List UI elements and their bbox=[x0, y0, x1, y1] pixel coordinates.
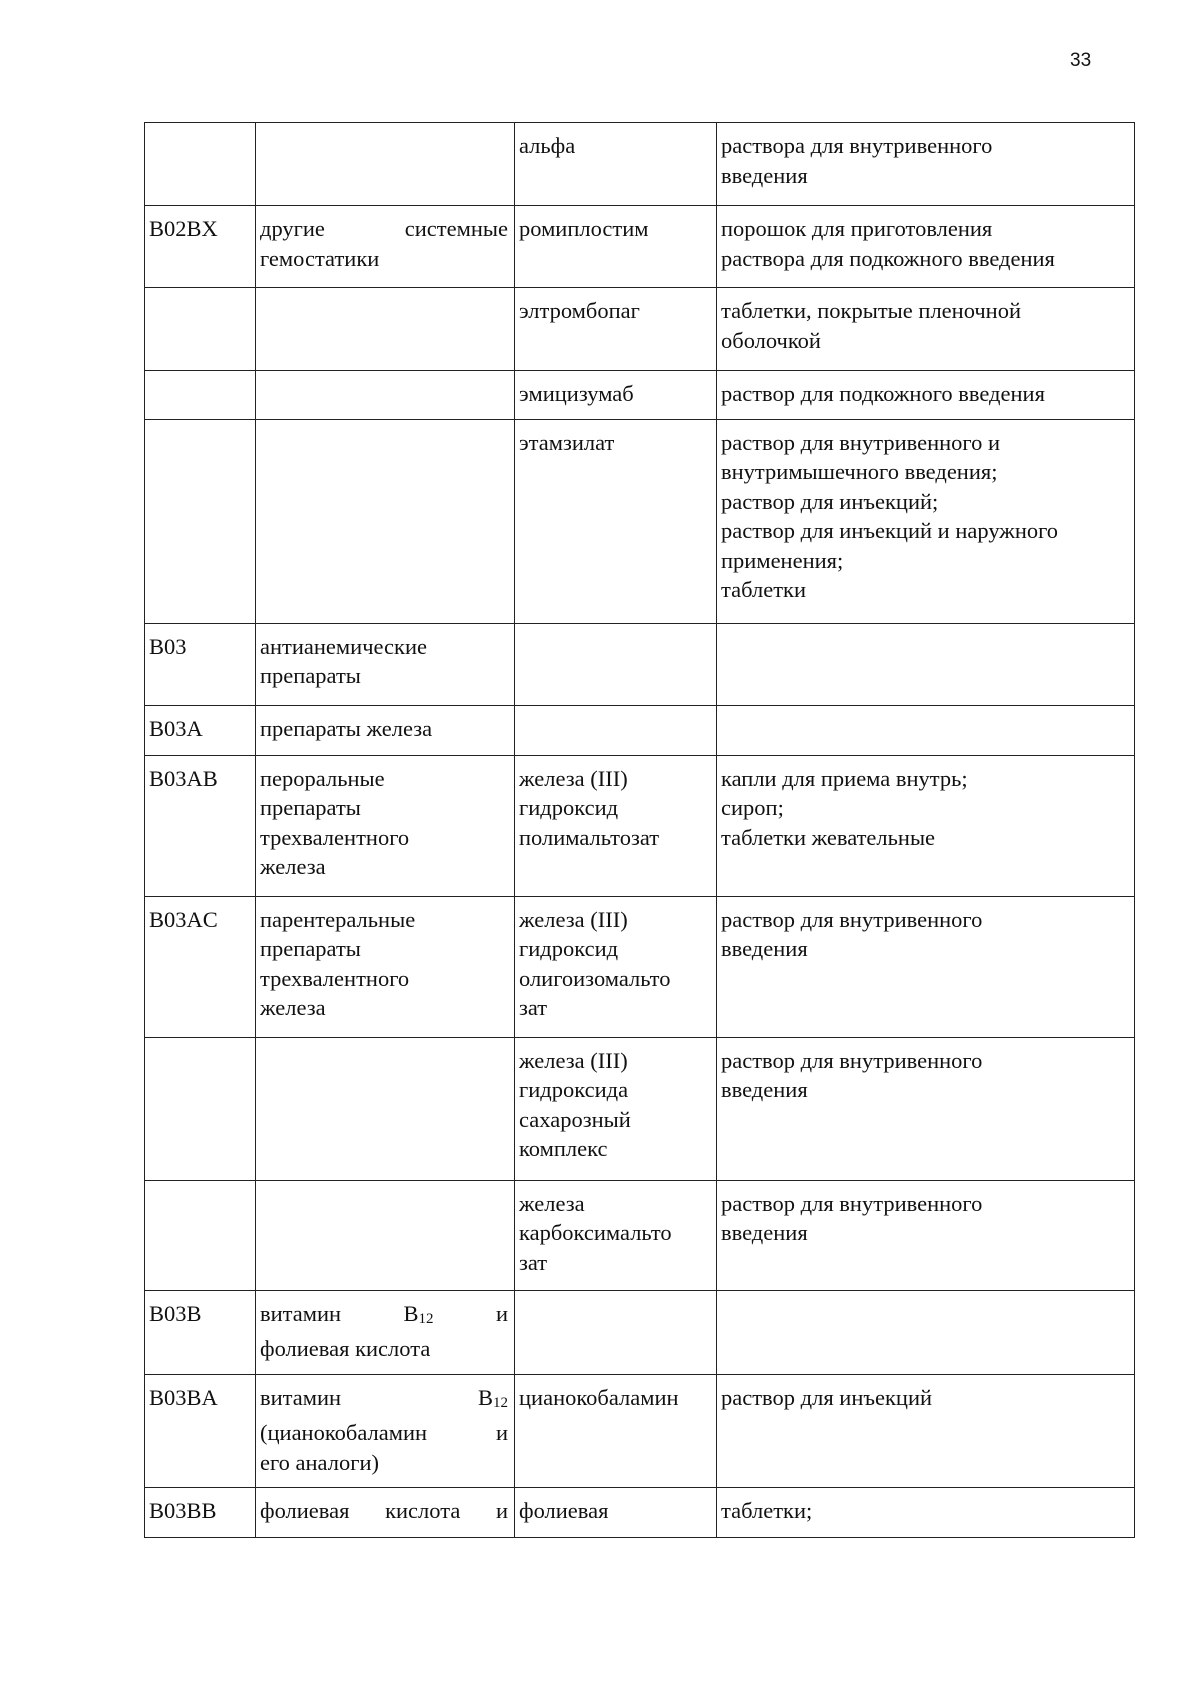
table-row bbox=[145, 419, 1135, 623]
inn-cell: этамзилат bbox=[515, 419, 717, 623]
dosage-form-cell: таблетки; bbox=[717, 1488, 1135, 1538]
table-row bbox=[145, 288, 1135, 371]
dosage-form-cell: раствор для внутривенного введения bbox=[717, 1180, 1135, 1290]
inn-cell: железа (III) гидроксид олигоизомальто зат bbox=[515, 896, 717, 1037]
inn-cell: альфа bbox=[515, 123, 717, 206]
atc-code-cell: B03AB bbox=[145, 755, 256, 896]
group-cell: антианемические препараты bbox=[256, 623, 515, 705]
table-row bbox=[145, 896, 1135, 1037]
atc-code-cell: B03B bbox=[145, 1290, 256, 1374]
group-cell bbox=[256, 419, 515, 623]
group-cell: пероральные препараты трехвалентного железа bbox=[256, 755, 515, 896]
vitamin-symbol bbox=[478, 1385, 508, 1410]
group-line: (цианокобаламин и bbox=[260, 1420, 508, 1445]
table-row bbox=[145, 371, 1135, 420]
inn-cell bbox=[515, 705, 717, 755]
dosage-form-cell: таблетки, покрытые пленочной оболочкой bbox=[717, 288, 1135, 371]
table-row bbox=[145, 1290, 1135, 1374]
dosage-form-cell bbox=[717, 1290, 1135, 1374]
group-line bbox=[260, 1383, 508, 1419]
table-row bbox=[145, 705, 1135, 755]
group-cell bbox=[256, 371, 515, 420]
atc-code-cell bbox=[145, 1180, 256, 1290]
dosage-form-cell: раствор для внутривенного введения bbox=[717, 1037, 1135, 1180]
atc-code-cell: B03 bbox=[145, 623, 256, 705]
inn-cell bbox=[515, 623, 717, 705]
inn-cell bbox=[515, 1290, 717, 1374]
atc-code-cell bbox=[145, 123, 256, 206]
group-cell: фолиевая кислота и bbox=[256, 1488, 515, 1538]
inn-cell: цианокобаламин bbox=[515, 1374, 717, 1488]
dosage-form-cell bbox=[717, 623, 1135, 705]
group-cell bbox=[256, 123, 515, 206]
inn-cell: железа (III) гидроксида сахарозный комплекс bbox=[515, 1037, 717, 1180]
table-row bbox=[145, 1180, 1135, 1290]
inn-cell: железа (III) гидроксид полимальтозат bbox=[515, 755, 717, 896]
inn-cell: эмицизумаб bbox=[515, 371, 717, 420]
atc-code-cell: B02BX bbox=[145, 206, 256, 288]
inn-cell: железа карбоксимальто зат bbox=[515, 1180, 717, 1290]
group-cell bbox=[256, 288, 515, 371]
group-word: и bbox=[495, 1300, 508, 1326]
atc-code-cell: B03A bbox=[145, 705, 256, 755]
atc-code-cell bbox=[145, 288, 256, 371]
table-row bbox=[145, 1374, 1135, 1488]
inn-cell: ромиплостим bbox=[515, 206, 717, 288]
vitamin-subscript: 12 bbox=[493, 1394, 508, 1411]
dosage-form-cell: раствор для подкожного введения bbox=[717, 371, 1135, 420]
dosage-form-cell: раствора для внутривенного введения bbox=[717, 123, 1135, 206]
atc-code-cell: B03AC bbox=[145, 896, 256, 1037]
group-cell bbox=[256, 1290, 515, 1374]
dosage-form-cell bbox=[717, 705, 1135, 755]
atc-code-cell bbox=[145, 419, 256, 623]
atc-code-cell: B03BB bbox=[145, 1488, 256, 1538]
group-word: витамин bbox=[260, 1384, 342, 1410]
group-cell bbox=[256, 1037, 515, 1180]
dosage-form-cell: раствор для инъекций bbox=[717, 1374, 1135, 1488]
vitamin-symbol bbox=[404, 1301, 434, 1326]
dosage-form-cell: раствор для внутривенного и внутримышечного введения; раствор для инъекций; раствор для инъекций и наружного применения; таблетки bbox=[717, 419, 1135, 623]
drug-table bbox=[144, 122, 1135, 1538]
group-word: витамин bbox=[260, 1300, 342, 1326]
group-cell bbox=[256, 1374, 515, 1488]
group-cell: парентеральные препараты трехвалентного железа bbox=[256, 896, 515, 1037]
dosage-form-cell: раствор для внутривенного введения bbox=[717, 896, 1135, 1037]
atc-code-cell bbox=[145, 1037, 256, 1180]
table-row bbox=[145, 1488, 1135, 1538]
group-line: фолиевая кислота bbox=[260, 1336, 431, 1361]
table-row bbox=[145, 123, 1135, 206]
inn-cell: элтромбопаг bbox=[515, 288, 717, 371]
table-row bbox=[145, 623, 1135, 705]
page-number: 33 bbox=[1070, 50, 1092, 71]
group-cell bbox=[256, 1180, 515, 1290]
vitamin-subscript: 12 bbox=[418, 1310, 434, 1327]
group-cell: препараты железа bbox=[256, 705, 515, 755]
atc-code-cell: B03BA bbox=[145, 1374, 256, 1488]
dosage-form-cell: порошок для приготовления раствора для подкожного введения bbox=[717, 206, 1135, 288]
dosage-form-cell: капли для приема внутрь; сироп; таблетки жевательные bbox=[717, 755, 1135, 896]
atc-code-cell bbox=[145, 371, 256, 420]
table-row bbox=[145, 206, 1135, 288]
group-line: его аналоги) bbox=[260, 1449, 379, 1475]
vitamin-letter: B bbox=[477, 1384, 493, 1410]
inn-cell: фолиевая bbox=[515, 1488, 717, 1538]
group-line bbox=[260, 1299, 508, 1335]
group-cell: другие системные гемостатики bbox=[256, 206, 515, 288]
table-row bbox=[145, 1037, 1135, 1180]
table-row bbox=[145, 755, 1135, 896]
vitamin-letter: B bbox=[403, 1300, 419, 1326]
